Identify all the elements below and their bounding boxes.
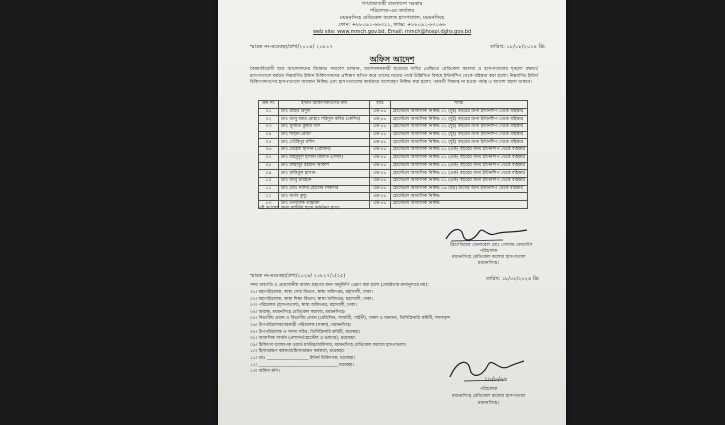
list-item: ০৭। উপপরিচালক ও সদস্য সচিব, ডিসিপ্লিনারি কমিটি, মমেকহা। (250, 329, 361, 335)
batch-cell: এম-৫৮ (370, 108, 390, 116)
serial-cell: ১২ (259, 193, 279, 201)
header-office: পরিচালক-এর কার্যালয় (369, 8, 415, 14)
table-row (259, 131, 528, 139)
table-row (259, 124, 528, 132)
batch-cell: এম-৫৮ (370, 116, 390, 124)
punishment-cell: হোস্টেলে আবাসিক নিষিদ্ধ ০২ (দুই) বছরের জন্য ইন্টার্নশিপ থেকে বহিষ্কার (390, 116, 527, 124)
batch-cell: এম-৫৮ (370, 185, 390, 193)
header-hospital: ময়মনসিংহ মেডিকেল কলেজ হাসপাতাল, ময়মনসিংহ (340, 15, 444, 21)
batch-cell: এম-৫৮ (370, 154, 390, 162)
list-item: ০৩। পরিচালক (হাসপাতাল), স্বাস্থ্য অধিদপ্তর, মহাখালী, ঢাকা। (250, 303, 357, 309)
list-item: ০২। মহাপরিচালক, স্বাস্থ্য শিক্ষা বিভাগ, স্বাস্থ্য অধিদপ্তর, মহাখালী, ঢাকা। (250, 296, 373, 302)
serial-cell: ০৭ (259, 154, 279, 162)
punishment-cell: হোস্টেলে আবাসিক নিষিদ্ধ ০২ (দুই) বছরের জন্য ইন্টার্নশিপ থেকে বহিষ্কার (390, 124, 527, 132)
signatory-city: ময়মনসিংহ। (478, 261, 499, 266)
closing-text: এই আদেশ অত্র তারিখ হতে কার্যকর হবে। (258, 205, 340, 211)
serial-cell: ১১ (259, 185, 279, 193)
batch-cell: এম-৫৮ (370, 177, 390, 185)
serial-cell: ০২ (259, 116, 279, 124)
punishment-cell: হোস্টেলে আবাসিক নিষিদ্ধ ০২ (দুই) বছরের জন্য ইন্টার্নশিপ থেকে বহিষ্কার (390, 108, 527, 116)
punishment-cell: হোস্টেলে আবাসিক নিষিদ্ধ ০১ (এক) বছরের জন্য ইন্টার্নশিপ থেকে বহিষ্কার (390, 147, 527, 155)
punishment-cell: হোস্টেলে আবাসিক নিষিদ্ধ (390, 200, 527, 208)
batch-cell: এম-৫৮ (370, 170, 390, 178)
table-row (259, 177, 528, 185)
name-cell: ডাঃ আবু রায়হান (278, 177, 369, 185)
punishment-cell: হোস্টেলে আবাসিক নিষিদ্ধ ০১ (এক) বছরের জন্য ইন্টার্নশিপ থেকে বহিষ্কার (390, 177, 527, 185)
distribution-list (250, 290, 450, 376)
list-item: ০৬। উপপরিচালক/সহকারী পরিচালক (সকল), ময়মনসিংহ। (250, 322, 352, 328)
serial-cell: ০৩ (259, 124, 279, 132)
name-cell: ডাঃ রাহিব রিদুল (278, 108, 369, 116)
page-title: অফিস আদেশ (369, 55, 415, 64)
list-item: ০৯। চিকিৎসা ব্যবস্থাপক ওয়ার্ড মাস্টার/অফিসার, ময়মনসিংহ মেডিকেল কলেজ হাসপাতাল। (250, 342, 407, 348)
name-cell: ডাঃ আবু বকর মোহাঃ শহিদুল কবির (কেশিব) (278, 116, 369, 124)
table-row (259, 108, 528, 116)
table-row (259, 170, 528, 178)
name-cell: ডাঃ ফাহাদুর রহমান আকাশ (278, 162, 369, 170)
table-header: ক্রম নং (259, 101, 279, 109)
serial-cell: ০৮ (259, 162, 279, 170)
table-row (259, 139, 528, 147)
list-item: ১২। ____________________________________ মমেকহা। (250, 362, 354, 368)
table-header-row (259, 101, 528, 109)
list-item: ১১। ডাঃ ___________________ ইন্টার্ন চিকিৎসক, মমেকহা। (250, 355, 355, 361)
signatory-title: পরিচালক (480, 249, 498, 254)
serial-cell: ০৫ (259, 139, 279, 147)
list-item: ০৮। আবাসিক সার্জন (প্রশাসন/হোস্টেল ও ভান্ডার), মমেকহা। (250, 336, 356, 342)
name-cell: ডাঃ রাকিবুল হাসান (278, 170, 369, 178)
punishment-cell: হোস্টেলে আবাসিক নিষিদ্ধ ০১ (এক) বছরের জন্য ইন্টার্নশিপ থেকে বহিষ্কার (390, 170, 527, 178)
serial-cell: ০৯ (259, 170, 279, 178)
punishment-cell: হোস্টেলে আবাসিক নিষিদ্ধ ০১ (এক) বছরের জন্য ইন্টার্নশিপ থেকে বহিষ্কার (390, 154, 527, 162)
handwritten-date: ১৮/৮/২৪ (484, 376, 508, 383)
serial-cell: ০৬ (259, 147, 279, 155)
header-web: web site: www.mmch.gov.bd, Email: mmch@hospi.dghs.gov.bd (312, 29, 472, 35)
batch-cell: এম-৫৮ (370, 162, 390, 170)
list-item: ০১। মহাপরিচালক, স্বাস্থ্য সেবা বিভাগ, স্বাস্থ্য অধিদপ্তর, মহাখালী, ঢাকা। (250, 290, 373, 295)
intern-table (258, 100, 528, 209)
order-body: বৈষম্যবিরোধী ছাত্র আন্দোলনের বিক্ষোভ সমাবেশ চলমান, আন্দোলনকারী ছাত্রদের দাবির প্রেক্ষিতে মেডিকেল কলেজ ও হাসপাতালের শৃঙ্খলা রক্ষার্থে হাসপাতালে কর্মরত নিম্নবর্ণিত ইন্টার্ন চিকিৎসকদের প্রশিক্ষণ স্থগিত করে তাদের নামের পার্শ্বে উল্লিখিত বিষয়ে ইন্টার্নশিপ থেকে বহিষ্কার করা হলো। নিম্নবর্ণিত ইন্টার্ন চিকিৎসকগণের হাসপাতালে অবস্থান নিষিদ্ধ এবং হাসপাতালের কার্যক্রমে অংশগ্রহণ নিষিদ্ধ করা হলো। পরবর্তী সিদ্ধান্ত না হওয়া পর্যন্ত এ আদেশ বহাল থাকবে। (250, 67, 538, 86)
header-govt: গণপ্রজাতন্ত্রী বাংলাদেশ সরকার (361, 1, 423, 7)
table-row (259, 116, 528, 124)
name-cell: ডাঃ সুজিত কুমার দাস (278, 124, 369, 132)
table-row (259, 193, 528, 201)
table-header: ব্যাচ (370, 101, 390, 109)
name-cell: ডাঃ মাহমুদুল হাসান রিফাত (শেফা) (278, 154, 369, 162)
table-header: শাস্তি (390, 101, 527, 109)
signatory-office: ময়মনসিংহ মেডিকেল কলেজ হাসপাতাল (452, 255, 526, 260)
list-item: ০৪। অধ্যক্ষ, ময়মনসিংহ মেডিকেল কলেজ, ময়মনসিংহ। (250, 309, 346, 315)
batch-cell: এম-৫৮ (370, 193, 390, 201)
batch-cell: এম-৫৮ (370, 200, 390, 208)
memo-date: তারিখ: ১৮/০৮/২০২৪ খ্রি: (490, 44, 546, 50)
signatory2-city: ময়মনসিংহ। (478, 401, 499, 406)
serial-cell: ০১ (259, 108, 279, 116)
punishment-cell: হোস্টেলে আবাসিক নিষিদ্ধ ০২ (দুই) বছরের জন্য ইন্টার্নশিপ থেকে বহিষ্কার (390, 131, 527, 139)
signatory2-office: ময়মনসিংহ মেডিকেল কলেজ হাসপাতাল (452, 394, 526, 399)
list-item: ১০। হিসাবরক্ষণ কর্মকর্তা/হিসাবরক্ষণ কর্মকর্তা, মমেকহা। (250, 349, 345, 355)
document-page (218, 0, 566, 425)
list-item: ১৩। অফিস কপি। (250, 369, 281, 375)
name-cell: ডাঃ অর্ণব কুন্ডু (278, 193, 369, 201)
signatory-name: ব্রিগেডিয়ার জেনারেল মোঃ গোলাম ফেরদৌস (450, 243, 533, 248)
punishment-cell: হোস্টেলে আবাসিক নিষিদ্ধ ০২ (দুই) বছরের জন্য ইন্টার্নশিপ থেকে বহিষ্কার (390, 139, 527, 147)
name-cell: ডাঃ শাহীন রেজা (278, 131, 369, 139)
table-row (259, 154, 528, 162)
punishment-cell: হোস্টেলে আবাসিক নিষিদ্ধ (390, 193, 527, 201)
memo2-date: তারিখ: ১৮/০৮/২০২৪ খ্রি: (486, 276, 540, 282)
batch-cell: এম-৫৮ (370, 124, 390, 132)
table-header: ইন্টার্ন চিকিৎসকগণের নাম (278, 101, 369, 109)
memo-ref: স্মারক নং-মমেকহা/প্রশা/২০২৪/ ২০৮১৭ (250, 44, 333, 50)
batch-cell: এম-৫৮ (370, 139, 390, 147)
table-row (259, 162, 528, 170)
serial-cell: ০৪ (259, 131, 279, 139)
memo2-ref: স্মারক নং-মমেকহা/প্রশা/২০২৪/ ২০৮১৭/১(২৫) (250, 273, 346, 279)
signatory2-title: পরিচালক (480, 387, 498, 392)
signature-image (443, 223, 531, 245)
table-row (259, 185, 528, 193)
serial-cell: ১৩ (259, 200, 279, 208)
serial-cell: ১০ (259, 177, 279, 185)
name-cell: ডাঃ মোঃ নাদিম হোসেন সিকদার (278, 185, 369, 193)
batch-cell: এম-৫৮ (370, 147, 390, 155)
punishment-cell: হোস্টেলে আবাসিক নিষিদ্ধ ০৬ (ছয়) মাসের জন্য ইন্টার্নশিপ থেকে বহিষ্কার (390, 185, 527, 193)
memo2-note: সদয় অবগতি ও প্রয়োজনীয় ব্যবস্থা গ্রহণের জন্য অনুলিপি প্রেরণ করা হলো (জ্যেষ্ঠতার ক্রমানুসারে নয়): (250, 283, 429, 288)
name-cell: ডাঃ তাসফিক তাহমিদ (278, 200, 369, 208)
name-cell: ডাঃ তৌহিদুর রশীদ (278, 139, 369, 147)
list-item: ০৫। বিভাগীয় প্রধান ও বিভাগীয় প্রধান (মেডিসিন, সার্জারী, গাইনী), সকল ও অন্যান্য, ডিসিপ্লিনারি কমিটি, সদস্যবৃন্দ (250, 316, 451, 322)
table-row (259, 147, 528, 155)
batch-cell: এম-৫৮ (370, 131, 390, 139)
punishment-cell: হোস্টেলে আবাসিক নিষিদ্ধ ০১ (এক) বছরের জন্য ইন্টার্নশিপ থেকে বহিষ্কার (390, 162, 527, 170)
name-cell: ডাঃ মেহেদী হাসান (রোমান) (278, 147, 369, 155)
header-phone: ফোন: +৮৮০৯১-৬৬৩২১, ফ্যাক্স: +৮৮০৯১-৬৭০৬৬ (338, 22, 446, 28)
